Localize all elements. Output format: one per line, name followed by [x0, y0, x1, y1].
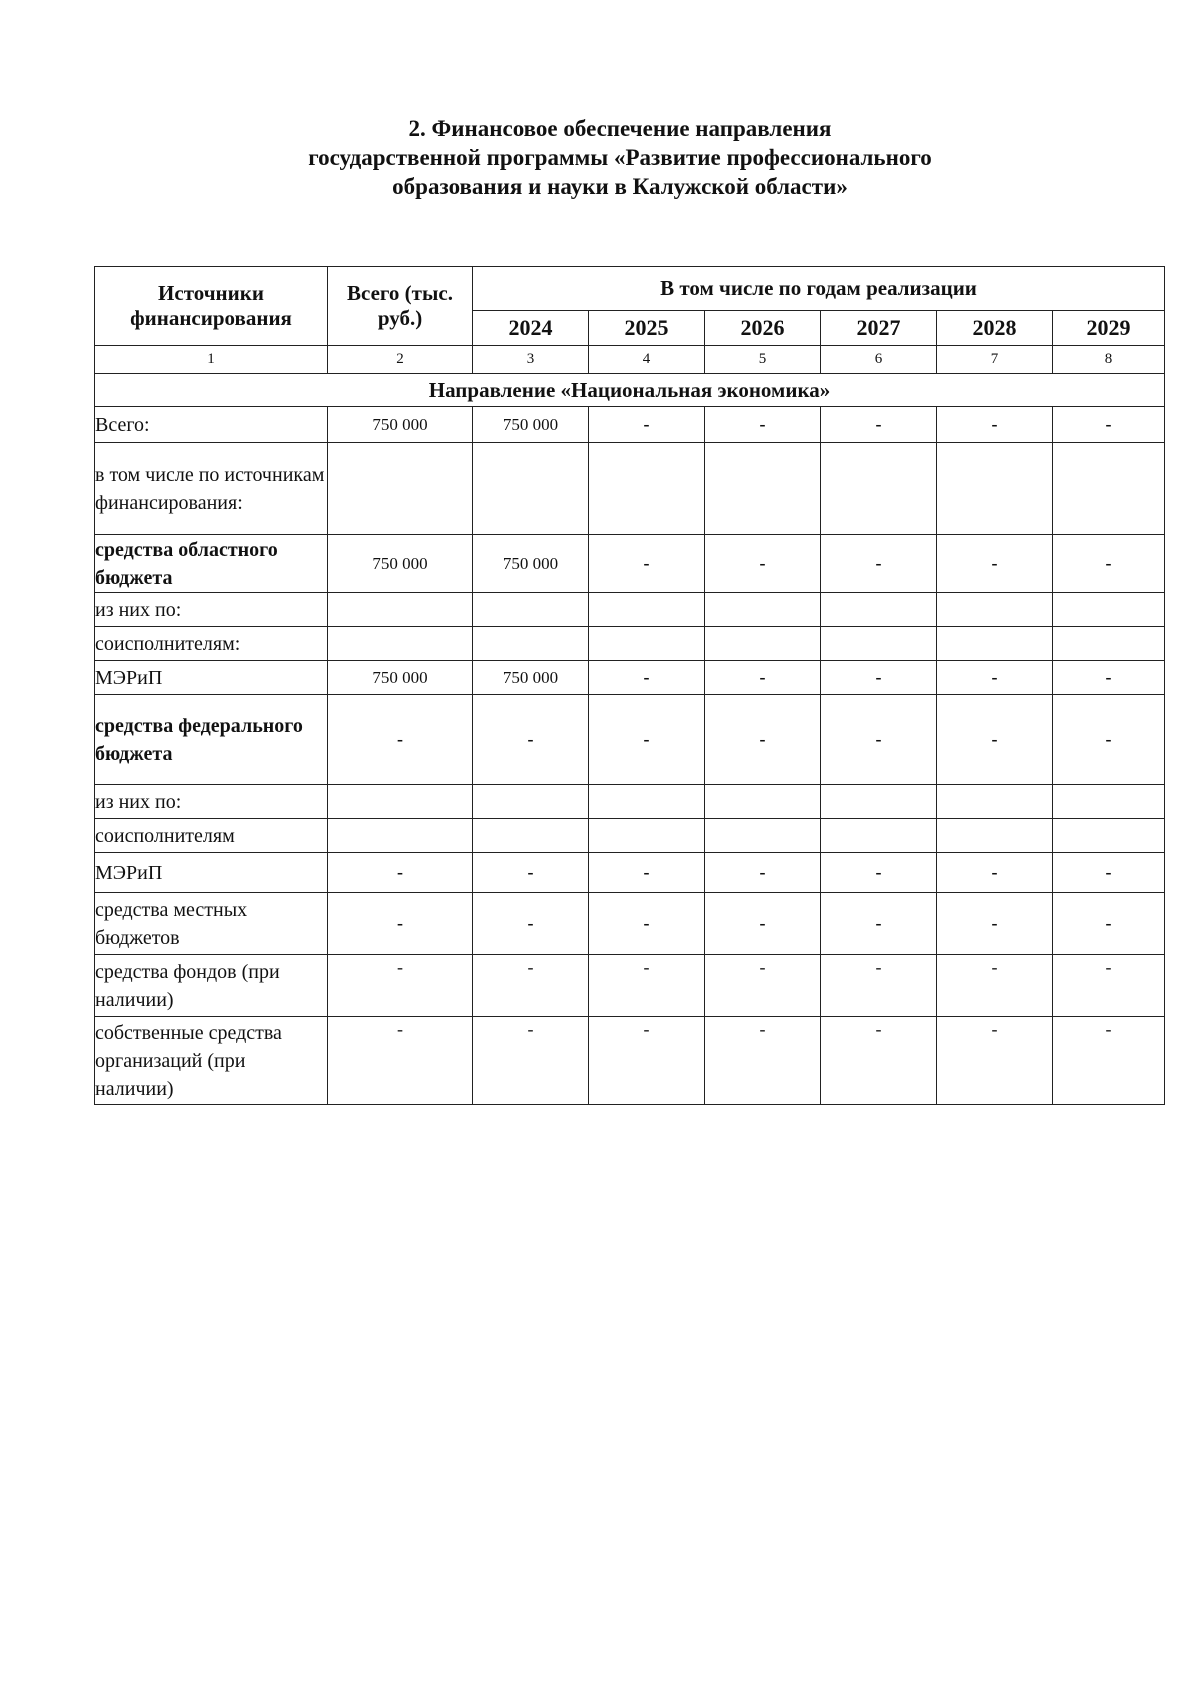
column-number: 7	[937, 346, 1053, 374]
row-value: -	[473, 893, 589, 955]
row-value: -	[705, 893, 821, 955]
row-label: Всего:	[95, 407, 328, 443]
row-label: средства федерального бюджета	[95, 695, 328, 785]
row-value: -	[937, 1017, 1053, 1105]
row-value: -	[705, 853, 821, 893]
row-value: -	[937, 695, 1053, 785]
column-number: 1	[95, 346, 328, 374]
row-value: -	[937, 893, 1053, 955]
column-number: 5	[705, 346, 821, 374]
table-row	[95, 593, 1165, 627]
row-value: -	[589, 893, 705, 955]
row-label: МЭРиП	[95, 853, 328, 893]
row-value: -	[1053, 661, 1165, 695]
row-value	[937, 785, 1053, 819]
row-value: -	[328, 695, 473, 785]
table-row	[95, 853, 1165, 893]
row-value	[473, 819, 589, 853]
row-value: -	[328, 1017, 473, 1105]
row-value: -	[1053, 1017, 1165, 1105]
column-number: 8	[1053, 346, 1165, 374]
table-row	[95, 661, 1165, 695]
row-value: -	[589, 1017, 705, 1105]
row-value	[1053, 819, 1165, 853]
row-value: -	[705, 1017, 821, 1105]
row-value	[705, 785, 821, 819]
row-value: -	[705, 661, 821, 695]
row-value: -	[589, 853, 705, 893]
column-number: 3	[473, 346, 589, 374]
row-value: -	[821, 695, 937, 785]
table-row	[95, 785, 1165, 819]
row-value: -	[705, 535, 821, 593]
column-number: 6	[821, 346, 937, 374]
row-value	[705, 819, 821, 853]
row-value: -	[589, 535, 705, 593]
row-value: -	[589, 407, 705, 443]
row-value	[937, 443, 1053, 535]
row-label: средства местных бюджетов	[95, 893, 328, 955]
row-value: -	[1053, 535, 1165, 593]
row-value	[705, 627, 821, 661]
row-value: -	[589, 955, 705, 1017]
row-value	[821, 443, 937, 535]
row-value: -	[821, 893, 937, 955]
row-label: в том числе по источникам финансирования:	[95, 443, 328, 535]
row-value: -	[473, 1017, 589, 1105]
row-value: -	[821, 661, 937, 695]
row-label: соисполнителям:	[95, 627, 328, 661]
row-label: соисполнителям	[95, 819, 328, 853]
row-value: -	[821, 407, 937, 443]
row-value: -	[705, 695, 821, 785]
table-row	[95, 443, 1165, 535]
row-value: -	[821, 1017, 937, 1105]
row-value	[328, 819, 473, 853]
row-value	[589, 443, 705, 535]
row-value: -	[937, 407, 1053, 443]
header-year-2028: 2028	[937, 311, 1053, 346]
header-years-group: В том числе по годам реализации	[473, 267, 1165, 311]
row-value: -	[1053, 893, 1165, 955]
row-label: средства областного бюджета	[95, 535, 328, 593]
table-row	[95, 819, 1165, 853]
row-value: -	[328, 893, 473, 955]
row-value: -	[589, 661, 705, 695]
table-row	[95, 535, 1165, 593]
row-value	[705, 593, 821, 627]
row-value: -	[821, 535, 937, 593]
row-value: -	[1053, 853, 1165, 893]
header-sources: Источники финансирования	[95, 267, 328, 346]
row-label: средства фондов (при наличии)	[95, 955, 328, 1017]
row-value: -	[589, 695, 705, 785]
row-value: -	[705, 955, 821, 1017]
header-year-2025: 2025	[589, 311, 705, 346]
row-value	[821, 593, 937, 627]
title-line-3: образования и науки в Калужской области»	[392, 174, 848, 199]
row-value: 750 000	[473, 535, 589, 593]
row-value: -	[328, 853, 473, 893]
row-value	[1053, 593, 1165, 627]
header-row-1	[95, 267, 1165, 311]
row-value	[821, 627, 937, 661]
row-value: -	[821, 853, 937, 893]
row-value	[821, 785, 937, 819]
row-value: -	[705, 407, 821, 443]
row-value: -	[821, 955, 937, 1017]
row-value	[328, 443, 473, 535]
row-value	[473, 593, 589, 627]
table-row	[95, 955, 1165, 1017]
row-value	[473, 785, 589, 819]
row-value: 750 000	[473, 661, 589, 695]
row-value	[589, 593, 705, 627]
row-value: -	[1053, 407, 1165, 443]
section-row	[95, 374, 1165, 407]
row-value: -	[937, 661, 1053, 695]
header-year-2024: 2024	[473, 311, 589, 346]
document-title	[200, 114, 1040, 201]
row-label: из них по:	[95, 593, 328, 627]
row-value: -	[937, 955, 1053, 1017]
row-value: -	[937, 535, 1053, 593]
header-year-2026: 2026	[705, 311, 821, 346]
row-value: -	[1053, 695, 1165, 785]
row-value	[937, 627, 1053, 661]
row-value	[1053, 627, 1165, 661]
column-numbers-row	[95, 346, 1165, 374]
table-row	[95, 407, 1165, 443]
row-value	[328, 785, 473, 819]
table-row	[95, 695, 1165, 785]
row-label: из них по:	[95, 785, 328, 819]
table-row	[95, 627, 1165, 661]
row-value	[937, 593, 1053, 627]
row-label: собственные средства организаций (при наличии)	[95, 1017, 328, 1105]
row-value: 750 000	[328, 661, 473, 695]
row-value	[328, 627, 473, 661]
row-value	[328, 593, 473, 627]
column-number: 4	[589, 346, 705, 374]
row-value	[821, 819, 937, 853]
title-line-1: 2. Финансовое обеспечение направления	[408, 116, 832, 141]
row-label: МЭРиП	[95, 661, 328, 695]
row-value: 750 000	[328, 535, 473, 593]
row-value	[937, 819, 1053, 853]
row-value: -	[328, 955, 473, 1017]
row-value: 750 000	[328, 407, 473, 443]
row-value: -	[937, 853, 1053, 893]
row-value	[589, 785, 705, 819]
section-title: Направление «Национальная экономика»	[95, 374, 1165, 407]
header-total: Всего (тыс. руб.)	[328, 267, 473, 346]
row-value	[589, 819, 705, 853]
row-value	[473, 627, 589, 661]
row-value	[473, 443, 589, 535]
row-value	[1053, 443, 1165, 535]
row-value: -	[473, 853, 589, 893]
row-value	[705, 443, 821, 535]
column-number: 2	[328, 346, 473, 374]
header-year-2029: 2029	[1053, 311, 1165, 346]
row-value: 750 000	[473, 407, 589, 443]
row-value: -	[473, 955, 589, 1017]
row-value	[589, 627, 705, 661]
title-line-2: государственной программы «Развитие профессионального	[308, 145, 932, 170]
header-year-2027: 2027	[821, 311, 937, 346]
table-row	[95, 1017, 1165, 1105]
row-value: -	[1053, 955, 1165, 1017]
financing-table	[94, 266, 1165, 1105]
row-value: -	[473, 695, 589, 785]
row-value	[1053, 785, 1165, 819]
table-row	[95, 893, 1165, 955]
